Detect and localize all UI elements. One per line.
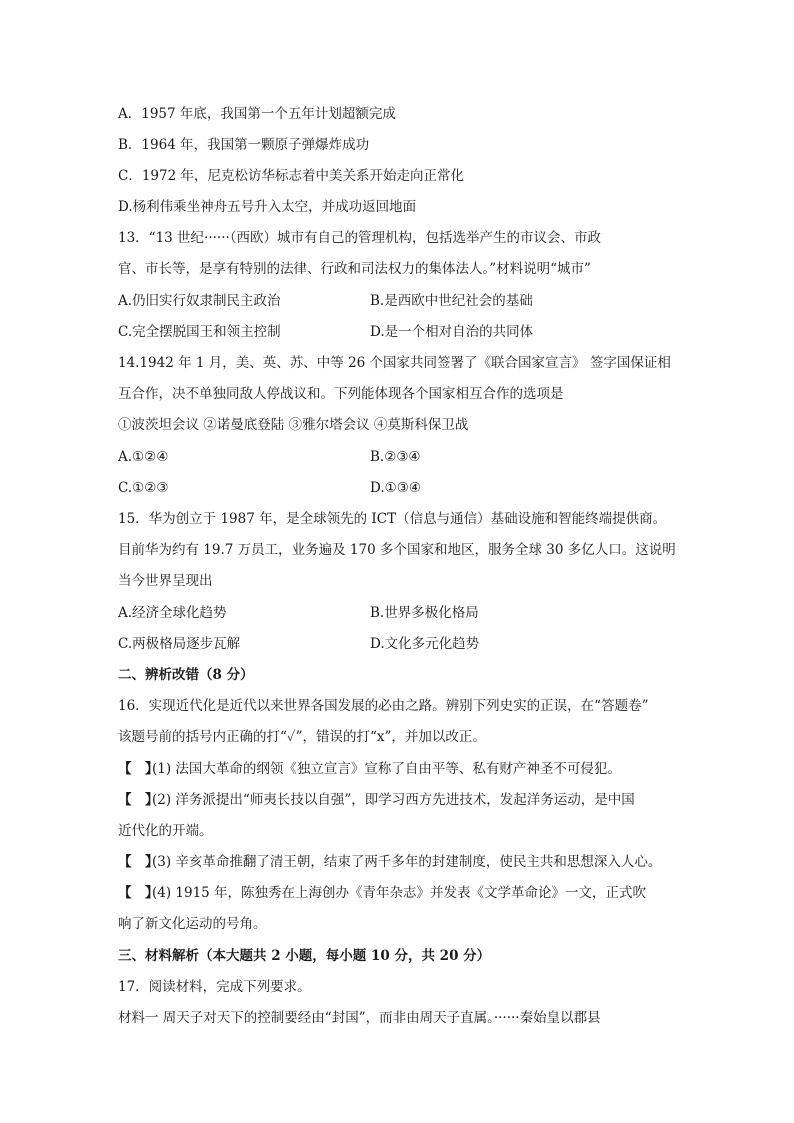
q15-option-b: B.世界多极化格局 xyxy=(370,605,479,621)
q12-option-a: A．1957 年底，我国第一个五年计划超额完成 xyxy=(118,106,396,122)
section2-heading: 二、辨析改错（8 分） xyxy=(118,667,254,683)
q13-option-c: C.完全摆脱国王和领主控制 xyxy=(118,324,281,340)
q14-option-d: D.①③④ xyxy=(370,480,421,496)
section3-heading: 三、材料解析（本大题共 2 小题，每小题 10 分，共 20 分） xyxy=(118,948,491,964)
q13-stem-line1: 13．“13 世纪······（西欧）城市有自己的管理机构，包括选举产生的市议会、市政 xyxy=(118,230,602,246)
q12-option-d: D.杨利伟乘坐神舟五号升入太空，并成功返回地面 xyxy=(118,199,417,215)
statement-text: (1) 法国大革命的纲领《独立宣言》宣称了自由平等、私有财产神圣不可侵犯。 xyxy=(152,761,621,777)
q15-stem-line2: 目前华为约有 19.7 万员工，业务遍及 170 多个国家和地区，服务全球 30 多亿人口。这说明 xyxy=(118,542,676,558)
q14-items: ①波茨坦会议 ②诺曼底登陆 ③雅尔塔会议 ④莫斯科保卫战 xyxy=(118,417,469,433)
q14-stem-line2: 互合作，决不单独同敌人停战议和。下列能体现各个国家相互合作的选项是 xyxy=(118,386,564,402)
answer-bracket: 【 】 xyxy=(118,792,159,808)
q16-stem-line1: 16．实现近代化是近代以来世界各国发展的必由之路。辨别下列史实的正误，在“答题卷” xyxy=(118,698,649,714)
q16-statement-1 xyxy=(118,759,621,779)
q12-option-c: C．1972 年，尼克松访华标志着中美关系开始走向正常化 xyxy=(118,168,464,184)
q15-option-d: D.文化多元化趋势 xyxy=(370,636,480,652)
q13-stem-line2: 官、市长等，是享有特别的法律、行政和司法权力的集体法人。”材料说明“城市” xyxy=(118,261,591,277)
q14-stem-line1: 14.1942 年 1 月，美、英、苏、中等 26 个国家共同签署了《联合国家宣言》 签字国保证相 xyxy=(118,355,671,371)
q13-option-b: B.是西欧中世纪社会的基础 xyxy=(370,293,533,309)
q16-stem-line2: 该题号前的括号内正确的打“✓”，错误的打“x”，并加以改正。 xyxy=(118,729,486,745)
q17-stem: 17．阅读材料，完成下列要求。 xyxy=(118,979,311,995)
q16-statement-2 xyxy=(118,790,635,810)
q13-option-d: D.是一个相对自治的共同体 xyxy=(370,324,534,340)
answer-bracket: 【 】 xyxy=(118,885,159,901)
q15-option-c: C.两极格局逐步瓦解 xyxy=(118,636,241,652)
answer-bracket: 【 】 xyxy=(118,854,159,870)
statement-text: (3) 辛亥革命推翻了清王朝，结束了两千多年的封建制度，使民主共和思想深入人心。 xyxy=(152,854,662,870)
q16-statement-3 xyxy=(118,852,661,872)
statement-text: (2) 洋务派提出“师夷长技以自强”，即学习西方先进技术，发起洋务运动，是中国 xyxy=(152,792,635,808)
q16-statement-4 xyxy=(118,883,646,903)
q15-option-a: A.经济全球化趋势 xyxy=(118,605,227,621)
q13-option-a: A.仍旧实行奴隶制民主政治 xyxy=(118,293,281,309)
q14-option-a: A.①②④ xyxy=(118,449,169,465)
q17-material-1: 材料一 周天子对天下的控制要经由“封国”，而非由周天子直属。······秦始皇以郡县 xyxy=(118,1010,601,1026)
q15-stem-line3: 当今世界呈现出 xyxy=(118,573,213,589)
q14-option-c: C.①②③ xyxy=(118,480,169,496)
q15-stem-line1: 15．华为创立于 1987 年，是全球领先的 ICT（信息与通信）基础设施和智能终端提供商。 xyxy=(118,511,667,527)
q16-statement-2-cont: 近代化的开端。 xyxy=(118,823,213,839)
answer-bracket: 【 】 xyxy=(118,761,159,777)
q16-statement-4-cont: 响了新文化运动的号角。 xyxy=(118,916,267,932)
statement-text: (4) 1915 年，陈独秀在上海创办《青年杂志》并发表《文学革命论》一文，正式吹 xyxy=(152,885,647,901)
q12-option-b: B．1964 年，我国第一颗原子弹爆炸成功 xyxy=(118,137,370,153)
q14-option-b: B.②③④ xyxy=(370,449,421,465)
